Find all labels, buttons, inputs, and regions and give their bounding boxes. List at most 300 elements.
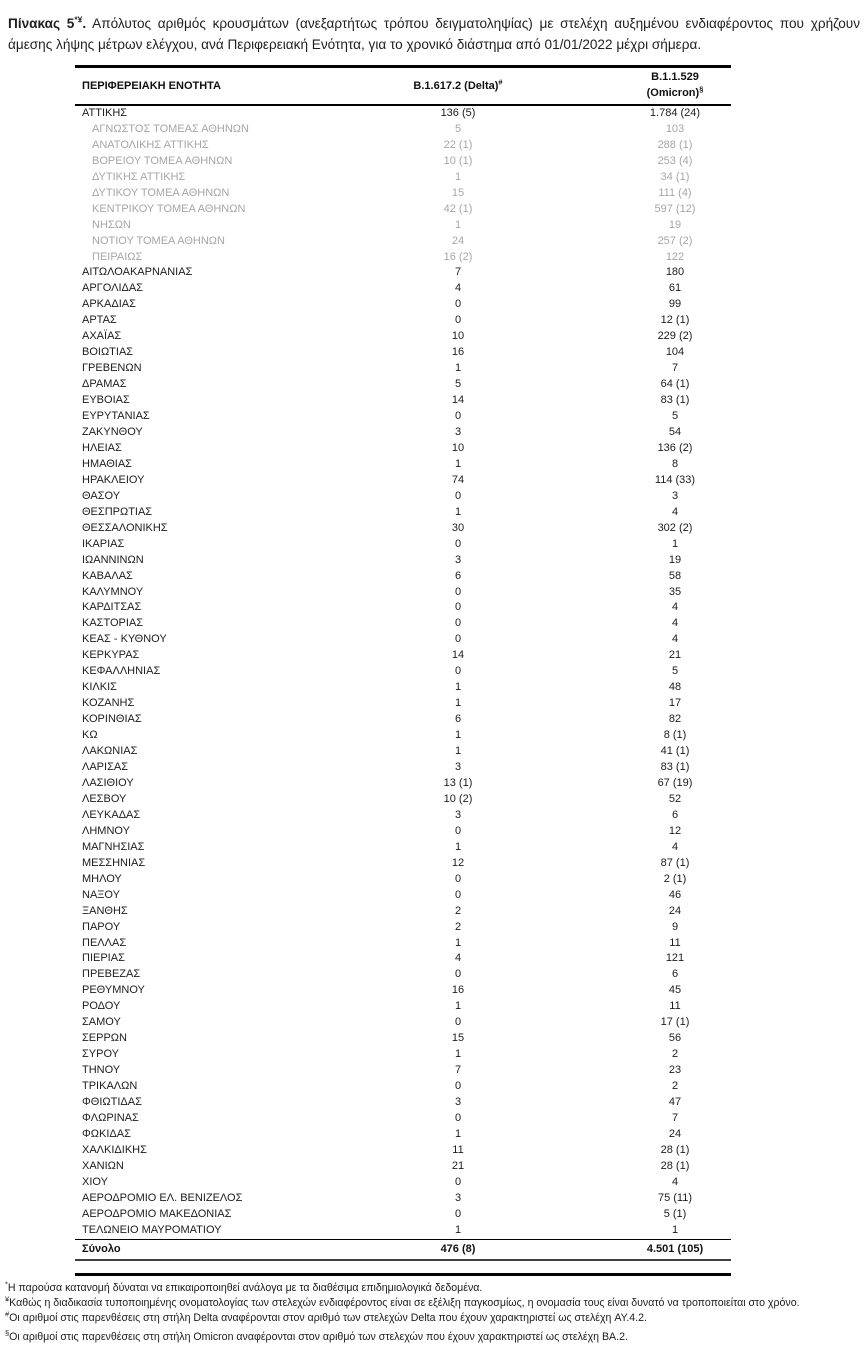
delta-count-cell: 4 <box>454 952 462 965</box>
table-row-region <box>75 345 731 361</box>
table-row-region <box>75 297 731 313</box>
region-name-cell: ΘΑΣΟΥ <box>82 489 121 502</box>
delta-count-cell: 0 <box>454 1175 462 1188</box>
table-row-region <box>75 441 731 457</box>
region-name-cell: ΛΕΥΚΑΔΑΣ <box>82 808 141 821</box>
table-row-region <box>75 1223 731 1239</box>
table-footer <box>75 1239 731 1260</box>
delta-count-cell: 11 <box>452 1143 464 1156</box>
footnote-text: Η παρούσα κατανομή δύναται να επικαιροποιηθεί ανάλογα με τα διαθέσιμα επιδημιολογικά δεδομένα. <box>7 1281 483 1294</box>
table-row-region <box>75 1031 731 1047</box>
delta-count-cell: 1 <box>454 1048 462 1061</box>
omicron-count-cell: 7 <box>671 362 679 375</box>
region-name-cell: ΗΛΕΙΑΣ <box>82 441 122 454</box>
delta-count-cell: 0 <box>454 410 462 423</box>
table-row-region <box>75 361 731 377</box>
delta-count-cell: 7 <box>454 1064 462 1077</box>
omicron-count-cell: 28 (1) <box>660 1143 690 1156</box>
region-name-cell: ΠΑΡΟΥ <box>82 920 121 933</box>
table-row-region <box>75 600 731 616</box>
delta-count-cell: 0 <box>454 585 462 598</box>
table-row-region <box>75 904 731 920</box>
delta-count-cell: 0 <box>454 298 462 311</box>
column-header-delta <box>297 66 619 105</box>
table-row-region <box>75 1047 731 1063</box>
table-row-region <box>75 616 731 632</box>
omicron-count-cell: 6 <box>671 968 679 981</box>
omicron-count-cell: 8 (1) <box>663 729 687 742</box>
table-row-region <box>75 409 731 425</box>
region-name-cell: ΚΑΡΔΙΤΣΑΣ <box>82 601 142 614</box>
table-row-region <box>75 281 731 297</box>
region-name-cell: ΚΟΡΙΝΘΙΑΣ <box>82 713 142 726</box>
omicron-count-cell: 229 (2) <box>657 330 693 343</box>
table-row-region <box>75 473 731 489</box>
omicron-count-cell: 52 <box>668 792 682 805</box>
footnote-text: Καθώς η διαδικασία τυποποιημένης ονοματολογίας των στελεχών ενδιαφέροντος είναι σε εξέλιξη παγκοσμίως, η ονομασία τους είναι δυνατό να τροποποιείται στο χρόνο. <box>9 1296 800 1309</box>
footnote-marker: ¥ <box>5 1294 10 1304</box>
table-row-region <box>75 1159 731 1175</box>
region-name-cell: ΝΑΞΟΥ <box>82 888 120 901</box>
omicron-count-cell: 180 <box>665 266 685 279</box>
omicron-count-cell: 47 <box>668 1096 682 1109</box>
table-row-attica-sector <box>75 122 731 138</box>
omicron-count-cell: 5 <box>671 665 679 678</box>
omicron-count-cell: 6 <box>671 808 679 821</box>
footnote-line <box>5 1330 860 1345</box>
region-name-cell: ΑΙΤΩΛΟΑΚΑΡΝΑΝΙΑΣ <box>82 266 193 279</box>
region-name-cell: ΕΥΒΟΙΑΣ <box>82 394 130 407</box>
table-row-region <box>75 824 731 840</box>
delta-count-cell: 3 <box>454 426 462 438</box>
delta-count-cell: 10 <box>451 330 465 343</box>
omicron-count-cell: 253 (4) <box>657 154 693 167</box>
delta-count-cell: 1 <box>454 218 462 231</box>
table-row-region <box>75 313 731 329</box>
region-name-cell: ΙΩΑΝΝΙΝΩΝ <box>82 553 144 566</box>
delta-count-cell: 1 <box>454 1127 462 1140</box>
header-row <box>75 66 731 105</box>
table-row-region <box>75 808 731 824</box>
omicron-header-superscript: § <box>699 84 704 94</box>
omicron-count-cell: 45 <box>668 984 682 997</box>
delta-count-cell: 1 <box>454 697 462 710</box>
omicron-count-cell: 19 <box>668 553 682 566</box>
region-name-cell: ΔΥΤΙΚΟΥ ΤΟΜΕΑ ΑΘΗΝΩΝ <box>92 186 230 199</box>
table-row-region <box>75 265 731 281</box>
omicron-count-cell: 75 (11) <box>657 1191 693 1204</box>
table-row-region <box>75 1127 731 1143</box>
omicron-count-cell: 21 <box>668 649 682 662</box>
delta-count-cell: 3 <box>454 553 462 566</box>
omicron-count-cell: 82 <box>668 713 682 726</box>
omicron-count-cell: 2 <box>671 1080 679 1093</box>
region-name-cell: ΒΟΡΕΙΟΥ ΤΟΜΕΑ ΑΘΗΝΩΝ <box>92 154 233 167</box>
delta-count-cell: 16 <box>451 984 465 997</box>
omicron-count-cell: 257 (2) <box>657 234 693 247</box>
region-name-cell: ΚΕΑΣ - ΚΥΘΝΟΥ <box>82 633 167 646</box>
omicron-count-cell: 597 (12) <box>654 202 696 215</box>
delta-count-cell: 1 <box>454 681 462 694</box>
omicron-count-cell: 28 (1) <box>660 1159 690 1172</box>
region-name-cell: ΑΡΚΑΔΙΑΣ <box>82 298 136 311</box>
table-row-region <box>75 632 731 648</box>
omicron-count-cell: 288 (1) <box>657 138 693 151</box>
region-name-cell: ΘΕΣΠΡΩΤΙΑΣ <box>82 505 153 518</box>
table-row-region <box>75 1063 731 1079</box>
delta-count-cell: 0 <box>454 1016 462 1029</box>
delta-count-cell: 13 (1) <box>443 776 473 789</box>
region-name-cell: ΧΙΟΥ <box>82 1175 108 1188</box>
table-row-region <box>75 680 731 696</box>
table-row-region <box>75 521 731 537</box>
region-name-cell: ΣΥΡΟΥ <box>82 1048 120 1061</box>
omicron-count-cell: 83 (1) <box>660 394 690 407</box>
omicron-count-cell: 35 <box>668 585 682 598</box>
table-row-region <box>75 999 731 1015</box>
footnote-text: Οι αριθμοί στις παρενθέσεις στη στήλη Omicron αναφέρονται στον αριθμό των στελεχών που έχουν χαρακτηριστεί ως στελέχη BA.2. <box>9 1330 628 1343</box>
delta-count-cell: 3 <box>454 1096 462 1109</box>
delta-count-cell: 4 <box>454 282 462 295</box>
delta-count-cell: 136 (5) <box>440 106 476 119</box>
delta-count-cell: 0 <box>454 665 462 678</box>
omicron-count-cell: 2 <box>671 1048 679 1061</box>
region-name-cell: ΠΡΕΒΕΖΑΣ <box>82 968 141 981</box>
total-row <box>75 1239 731 1260</box>
region-name-cell: ΕΥΡΥΤΑΝΙΑΣ <box>82 410 150 423</box>
delta-count-cell: 0 <box>454 1111 462 1124</box>
delta-count-cell: 10 <box>451 441 465 454</box>
delta-count-cell: 21 <box>451 1159 465 1172</box>
delta-count-cell: 15 <box>451 1032 465 1045</box>
region-name-cell: ΜΑΓΝΗΣΙΑΣ <box>82 840 145 853</box>
delta-count-cell: 1 <box>454 936 462 949</box>
region-name-cell: ΗΡΑΚΛΕΙΟΥ <box>82 473 145 486</box>
delta-count-cell: 2 <box>454 920 462 933</box>
footnote-marker: # <box>5 1309 10 1319</box>
table-row-region <box>75 920 731 936</box>
region-name-cell: ΦΩΚΙΔΑΣ <box>82 1127 131 1140</box>
omicron-count-cell: 1.784 (24) <box>649 106 701 119</box>
table-caption <box>8 13 860 56</box>
table-row-region <box>75 872 731 888</box>
region-name-cell: ΚΩ <box>82 729 98 742</box>
region-name-cell: ΒΟΙΩΤΙΑΣ <box>82 346 134 359</box>
delta-count-cell: 5 <box>454 122 462 135</box>
table-row-attica-sector <box>75 234 731 250</box>
omicron-count-cell: 64 (1) <box>660 378 690 391</box>
delta-header-text: B.1.617.2 (Delta) <box>413 79 499 92</box>
table-row-region <box>75 760 731 776</box>
omicron-count-cell: 4 <box>671 505 679 518</box>
table-row-region <box>75 840 731 856</box>
omicron-count-cell: 4 <box>671 1175 679 1188</box>
region-name-cell: ΜΕΣΣΗΝΙΑΣ <box>82 856 146 869</box>
table-row-region <box>75 776 731 792</box>
omicron-count-cell: 136 (2) <box>657 441 693 454</box>
delta-count-cell: 1 <box>454 362 462 375</box>
omicron-count-cell: 1 <box>671 1223 679 1236</box>
omicron-count-cell: 8 <box>671 457 679 470</box>
omicron-count-cell: 4 <box>671 840 679 853</box>
table-row-region <box>75 537 731 553</box>
delta-count-cell: 0 <box>454 888 462 901</box>
omicron-count-cell: 99 <box>668 298 682 311</box>
delta-count-cell: 5 <box>454 378 462 391</box>
table-row-region <box>75 967 731 983</box>
omicron-count-cell: 111 (4) <box>658 186 692 199</box>
table-row-region <box>75 856 731 872</box>
region-name-cell: ΚΕΡΚΥΡΑΣ <box>82 649 140 662</box>
delta-count-cell: 3 <box>454 1191 462 1204</box>
delta-count-cell: 10 (1) <box>443 154 473 167</box>
omicron-count-cell: 1 <box>671 537 679 550</box>
delta-count-cell: 15 <box>451 186 465 199</box>
delta-count-cell: 16 (2) <box>443 250 473 263</box>
omicron-count-cell: 67 (19) <box>657 776 693 789</box>
delta-count-cell: 0 <box>454 1080 462 1093</box>
table-row-region <box>75 377 731 393</box>
footnote-separator-rule <box>75 1273 731 1276</box>
region-name-cell: ΚΑΣΤΟΡΙΑΣ <box>82 617 144 630</box>
region-name-cell: ΤΕΛΩΝΕΙΟ ΜΑΥΡΟΜΑΤΙΟΥ <box>82 1223 222 1236</box>
caption-body-text: Απόλυτος αριθμός κρουσμάτων (ανεξαρτήτως τρόπου δειγματοληψίας) με στελέχη αυξημένου ενδιαφέροντος που χρήζουν άμεσης λήψης μέτρων ελέγχου, ανά Περιφερειακή Ενότητα, για το χρονικό διάστημα από 01/01/2022 μέχρι σήμερα. <box>8 16 861 53</box>
delta-count-cell: 16 <box>451 346 465 359</box>
table-row-region <box>75 585 731 601</box>
omicron-count-cell: 302 (2) <box>657 521 693 534</box>
total-omicron-count: 4.501 (105) <box>619 1239 731 1260</box>
omicron-count-cell: 104 <box>665 346 685 359</box>
table-row-attica-sector <box>75 218 731 234</box>
delta-count-cell: 14 <box>451 394 465 407</box>
delta-count-cell: 10 (2) <box>443 792 473 805</box>
table-row-attica-sector <box>75 186 731 202</box>
delta-count-cell: 3 <box>454 808 462 821</box>
footnotes <box>5 1281 860 1345</box>
omicron-count-cell: 4 <box>671 633 679 646</box>
omicron-count-cell: 122 <box>665 250 685 263</box>
omicron-count-cell: 48 <box>668 681 682 694</box>
delta-count-cell: 14 <box>451 649 465 662</box>
caption-superscript: *¥ <box>74 14 83 25</box>
omicron-count-cell: 41 (1) <box>660 745 690 758</box>
table-row-region <box>75 1143 731 1159</box>
region-name-cell: ΧΑΛΚΙΔΙΚΗΣ <box>82 1143 147 1156</box>
omicron-header-line2 <box>619 86 731 102</box>
table-row-region <box>75 329 731 345</box>
omicron-count-cell: 11 <box>669 936 681 949</box>
omicron-count-cell: 83 (1) <box>660 761 690 774</box>
table-row-region <box>75 648 731 664</box>
region-name-cell: ΞΑΝΘΗΣ <box>82 904 128 917</box>
column-header-region: ΠΕΡΙΦΕΡΕΙΑΚΗ ΕΝΟΤΗΤΑ <box>75 66 297 105</box>
delta-count-cell: 7 <box>454 266 462 279</box>
omicron-count-cell: 9 <box>671 920 679 933</box>
region-name-cell: ΛΕΣΒΟΥ <box>82 792 127 805</box>
table-row-region <box>75 1111 731 1127</box>
table-row-attica-sector <box>75 138 731 154</box>
table-row-region <box>75 553 731 569</box>
delta-count-cell: 12 <box>451 856 465 869</box>
delta-count-cell: 1 <box>454 840 462 853</box>
region-name-cell: ΙΚΑΡΙΑΣ <box>82 537 125 550</box>
omicron-count-cell: 87 (1) <box>660 856 690 869</box>
region-name-cell: ΗΜΑΘΙΑΣ <box>82 457 132 470</box>
table-row-region <box>75 1079 731 1095</box>
table-row-region <box>75 393 731 409</box>
table-row-region <box>75 664 731 680</box>
omicron-count-cell: 2 (1) <box>663 872 687 885</box>
omicron-count-cell: 4 <box>671 601 679 614</box>
delta-count-cell: 30 <box>451 521 465 534</box>
omicron-count-cell: 46 <box>668 888 682 901</box>
region-name-cell: ΠΙΕΡΙΑΣ <box>82 952 125 965</box>
table-row-region <box>75 505 731 521</box>
omicron-count-cell: 24 <box>668 1127 682 1140</box>
table-row-region <box>75 457 731 473</box>
footnote-text: Οι αριθμοί στις παρενθέσεις στη στήλη Delta αναφέρονται στον αριθμό των στελεχών Delta που έχουν χαρακτηριστεί ως στελέχη AY.4.2. <box>9 1311 647 1324</box>
region-name-cell: ΚΕΦΑΛΛΗΝΙΑΣ <box>82 665 161 678</box>
region-name-cell: ΑΓΝΩΣΤΟΣ ΤΟΜΕΑΣ ΑΘΗΝΩΝ <box>92 122 249 135</box>
region-name-cell: ΑΕΡΟΔΡΟΜΙΟ ΜΑΚΕΔΟΝΙΑΣ <box>82 1207 232 1220</box>
caption-label-text: Πίνακας 5 <box>8 16 75 31</box>
delta-count-cell: 3 <box>454 761 462 774</box>
region-name-cell: ΦΛΩΡΙΝΑΣ <box>82 1111 139 1124</box>
region-name-cell: ΡΕΘΥΜΝΟΥ <box>82 984 145 997</box>
region-name-cell: ΑΝΑΤΟΛΙΚΗΣ ΑΤΤΙΚΗΣ <box>92 138 209 151</box>
table-row-region <box>75 1191 731 1207</box>
delta-header-superscript: # <box>498 77 503 87</box>
region-name-cell: ΠΕΛΛΑΣ <box>82 936 127 949</box>
region-name-cell: ΑΡΤΑΣ <box>82 314 117 327</box>
table-row-region <box>75 569 731 585</box>
omicron-count-cell: 5 <box>671 410 679 423</box>
delta-count-cell: 0 <box>454 601 462 614</box>
delta-count-cell: 0 <box>454 1207 462 1220</box>
table-row-region <box>75 888 731 904</box>
total-delta-count: 476 (8) <box>297 1239 619 1260</box>
delta-count-cell: 24 <box>451 234 465 247</box>
omicron-count-cell: 56 <box>668 1032 682 1045</box>
omicron-count-cell: 4 <box>671 617 679 630</box>
delta-count-cell: 1 <box>454 745 462 758</box>
table-row-region <box>75 728 731 744</box>
table-row-region <box>75 1175 731 1191</box>
delta-count-cell: 1 <box>454 729 462 742</box>
variants-table <box>75 65 731 1261</box>
caption-label <box>8 16 86 31</box>
omicron-count-cell: 19 <box>668 218 682 231</box>
region-name-cell: ΦΘΙΩΤΙΔΑΣ <box>82 1096 142 1109</box>
delta-count-cell: 6 <box>454 569 462 582</box>
delta-count-cell: 1 <box>454 170 462 183</box>
region-name-cell: ΔΡΑΜΑΣ <box>82 378 127 391</box>
omicron-count-cell: 121 <box>665 952 685 965</box>
region-name-cell: ΛΑΚΩΝΙΑΣ <box>82 745 138 758</box>
region-name-cell: ΚΑΛΥΜΝΟΥ <box>82 585 144 598</box>
table-row-attica-sector <box>75 170 731 186</box>
delta-count-cell: 1 <box>454 1223 462 1236</box>
table-row-region <box>75 1207 731 1223</box>
delta-count-cell: 0 <box>454 872 462 885</box>
region-name-cell: ΣΕΡΡΩΝ <box>82 1032 127 1045</box>
region-name-cell: ΑΤΤΙΚΗΣ <box>82 106 128 119</box>
table-row-region <box>75 744 731 760</box>
omicron-count-cell: 114 (33) <box>654 473 696 486</box>
table-row-region <box>75 792 731 808</box>
delta-count-cell: 74 <box>451 473 465 486</box>
omicron-count-cell: 12 (1) <box>660 314 690 327</box>
footnote-line <box>5 1281 860 1296</box>
delta-count-cell: 0 <box>454 968 462 981</box>
region-name-cell: ΘΕΣΣΑΛΟΝΙΚΗΣ <box>82 521 168 534</box>
region-name-cell: ΑΕΡΟΔΡΟΜΙΟ ΕΛ. ΒΕΝΙΖΕΛΟΣ <box>82 1191 243 1204</box>
region-name-cell: ΛΗΜΝΟΥ <box>82 824 130 837</box>
delta-count-cell: 0 <box>454 824 462 837</box>
table-row-region <box>75 936 731 952</box>
delta-count-cell: 22 (1) <box>443 138 473 151</box>
caption-label-end: . <box>82 16 87 31</box>
delta-count-cell: 0 <box>454 537 462 550</box>
omicron-count-cell: 103 <box>665 122 685 135</box>
region-name-cell: ΛΑΣΙΘΙΟΥ <box>82 776 134 789</box>
table-row-region <box>75 105 731 122</box>
omicron-count-cell: 58 <box>668 569 682 582</box>
delta-count-cell: 42 (1) <box>443 202 473 215</box>
table-row-region <box>75 951 731 967</box>
table-row-attica-sector <box>75 202 731 218</box>
footnote-marker: * <box>5 1279 8 1289</box>
omicron-count-cell: 17 <box>668 697 682 710</box>
column-header-omicron <box>619 66 731 105</box>
omicron-count-cell: 17 (1) <box>660 1016 690 1029</box>
region-name-cell: ΤΗΝΟΥ <box>82 1064 121 1077</box>
table-row-region <box>75 983 731 999</box>
region-name-cell: ΧΑΝΙΩΝ <box>82 1159 124 1172</box>
region-name-cell: ΚΑΒΑΛΑΣ <box>82 569 133 582</box>
omicron-header-line1: B.1.1.529 <box>651 71 699 83</box>
delta-count-cell: 1 <box>454 505 462 518</box>
table-row-region <box>75 712 731 728</box>
table-row-attica-sector <box>75 154 731 170</box>
delta-count-cell: 1 <box>454 1000 462 1013</box>
delta-count-cell: 2 <box>454 904 462 917</box>
region-name-cell: ΚΙΛΚΙΣ <box>82 681 117 694</box>
table-row-region <box>75 489 731 505</box>
delta-count-cell: 0 <box>454 617 462 630</box>
delta-count-cell: 6 <box>454 713 462 726</box>
delta-count-cell: 0 <box>454 314 462 327</box>
region-name-cell: ΚΕΝΤΡΙΚΟΥ ΤΟΜΕΑ ΑΘΗΝΩΝ <box>92 202 246 215</box>
omicron-count-cell: 7 <box>671 1111 679 1124</box>
table-header <box>75 66 731 105</box>
omicron-count-cell: 3 <box>671 489 679 502</box>
delta-count-cell: 0 <box>454 633 462 646</box>
region-name-cell: ΤΡΙΚΑΛΩΝ <box>82 1080 138 1093</box>
region-name-cell: ΝΗΣΩΝ <box>92 218 131 231</box>
omicron-header-text: (Omicron) <box>646 86 700 99</box>
delta-count-cell: 1 <box>454 457 462 470</box>
omicron-count-cell: 5 (1) <box>663 1207 687 1220</box>
table-row-region <box>75 696 731 712</box>
region-name-cell: ΚΟΖΑΝΗΣ <box>82 697 135 710</box>
region-name-cell: ΑΧΑΪΑΣ <box>82 330 122 343</box>
delta-count-cell: 0 <box>454 489 462 502</box>
table-row-region <box>75 1095 731 1111</box>
omicron-count-cell: 12 <box>668 824 682 837</box>
region-name-cell: ΠΕΙΡΑΙΩΣ <box>92 250 143 263</box>
region-name-cell: ΡΟΔΟΥ <box>82 1000 121 1013</box>
